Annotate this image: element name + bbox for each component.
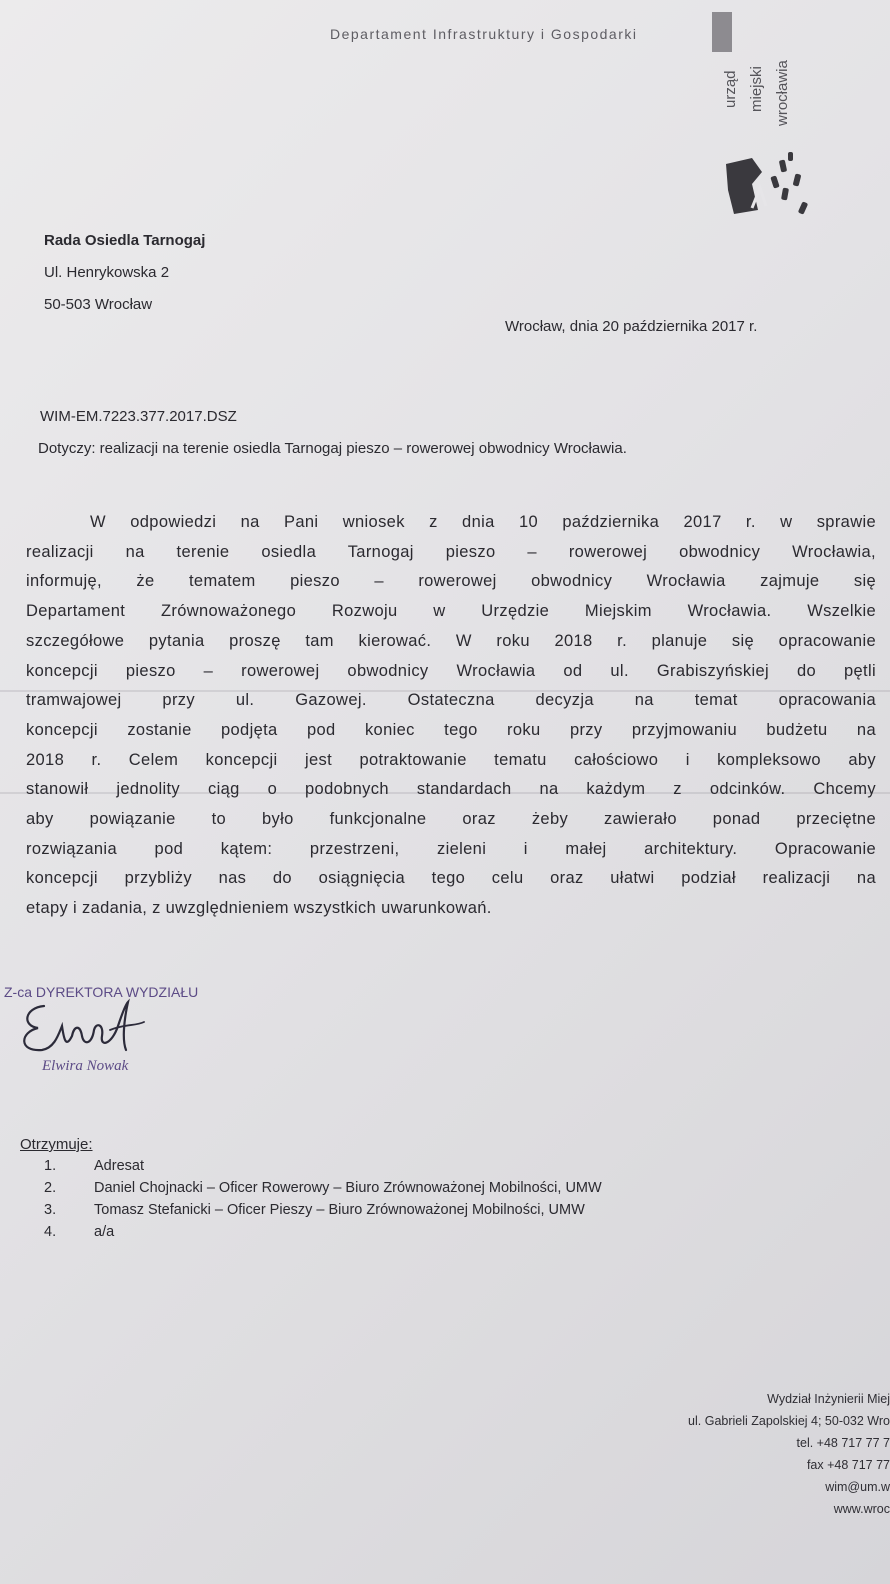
body-line: Departament Zrównoważonego Rozwoju w Urzędzie Miejskim Wrocławia. Wszelkie <box>26 602 876 621</box>
cc-number: 2. <box>44 1180 57 1196</box>
recipient-name: Rada Osiedla Tarnogaj <box>44 232 206 249</box>
cc-number: 3. <box>44 1202 57 1218</box>
handwritten-signature-icon <box>14 996 174 1060</box>
footer-email: wim@um.w <box>825 1480 890 1494</box>
body-line: tramwajowej przy ul. Gazowej. Ostateczna decyzja na temat opracowania <box>26 691 876 710</box>
recipient-city: 50-503 Wrocław <box>44 296 153 313</box>
body-line: koncepcji przybliży nas do osiągnięcia tego celu oraz ułatwi podział realizacji na <box>26 869 876 888</box>
body-line: koncepcji pieszo – rowerowej obwodnicy Wrocławia od ul. Grabiszyńskiej do pętli <box>26 661 876 680</box>
logo-word-3: wrocławia <box>774 60 791 126</box>
footer-address: ul. Gabrieli Zapolskiej 4; 50-032 Wro <box>688 1414 890 1428</box>
body-line: koncepcji zostanie podjęta pod koniec tego roku przy przyjmowaniu budżetu na <box>26 720 876 739</box>
recipient-street: Ul. Henrykowska 2 <box>44 264 170 281</box>
cc-item <box>44 1155 602 1177</box>
logo-bar <box>712 12 732 52</box>
footer-fax: fax +48 717 77 <box>806 1458 890 1472</box>
footer-contact <box>620 1388 890 1520</box>
signatory-name: Elwira Nowak <box>42 1058 129 1074</box>
cc-item <box>44 1177 602 1199</box>
cc-item <box>44 1199 602 1221</box>
footer-tel: tel. +48 717 77 7 <box>796 1436 890 1450</box>
cc-text: Daniel Chojnacki – Oficer Rowerowy – Biuro Zrównoważonej Mobilności, UMW <box>94 1180 602 1196</box>
body-line: aby powiązanie to było funkcjonalne oraz żeby zawierało ponad przeciętne <box>26 810 876 829</box>
department-header: Departament Infrastruktury i Gospodarki <box>330 26 638 42</box>
cc-text: a/a <box>94 1224 115 1240</box>
body-line: realizacji na terenie osiedla Tarnogaj pieszo – rowerowej obwodnicy Wrocławia, <box>26 542 876 561</box>
body-line: szczegółowe pytania proszę tam kierować. W roku 2018 r. planuje się opracowanie <box>26 631 876 650</box>
cc-item <box>44 1221 602 1243</box>
body-line: stanowił jednolity ciąg o podobnych standardach na każdym z odcinków. Chcemy <box>26 780 876 799</box>
letter-body <box>26 508 876 924</box>
case-reference: WIM-EM.7223.377.2017.DSZ <box>40 408 237 425</box>
body-line: informuję, że tematem pieszo – rowerowej obwodnicy Wrocławia zajmuje się <box>26 572 876 591</box>
city-emblem-icon <box>722 150 812 220</box>
logo-word-1: urząd <box>722 70 739 108</box>
signature-stamp-title: Z-ca DYREKTORA WYDZIAŁU <box>4 984 199 1000</box>
letter-date: Wrocław, dnia 20 października 2017 r. <box>505 318 758 335</box>
body-line: etapy i zadania, z uwzględnieniem wszystkich uwarunkowań. <box>26 899 492 918</box>
cc-list <box>44 1155 602 1243</box>
cc-heading: Otrzymuje: <box>20 1136 93 1153</box>
subject-line: Dotyczy: realizacji na terenie osiedla Tarnogaj pieszo – rowerowej obwodnicy Wrocławia. <box>38 440 627 457</box>
body-line: rozwiązania pod kątem: przestrzeni, zieleni i małej architektury. Opracowanie <box>26 839 876 858</box>
cc-number: 1. <box>44 1158 57 1174</box>
cc-number: 4. <box>44 1224 57 1240</box>
cc-text: Adresat <box>94 1158 144 1174</box>
logo-word-2: miejski <box>748 66 765 112</box>
body-line: 2018 r. Celem koncepcji jest potraktowanie tematu całościowo i kompleksowo aby <box>26 750 876 769</box>
cc-text: Tomasz Stefanicki – Oficer Pieszy – Biuro Zrównoważonej Mobilności, UMW <box>94 1202 585 1218</box>
footer-web: www.wroc <box>833 1502 890 1516</box>
footer-dept: Wydział Inżynierii Miej <box>767 1392 890 1406</box>
body-line: W odpowiedzi na Pani wniosek z dnia 10 października 2017 r. w sprawie <box>90 513 876 531</box>
